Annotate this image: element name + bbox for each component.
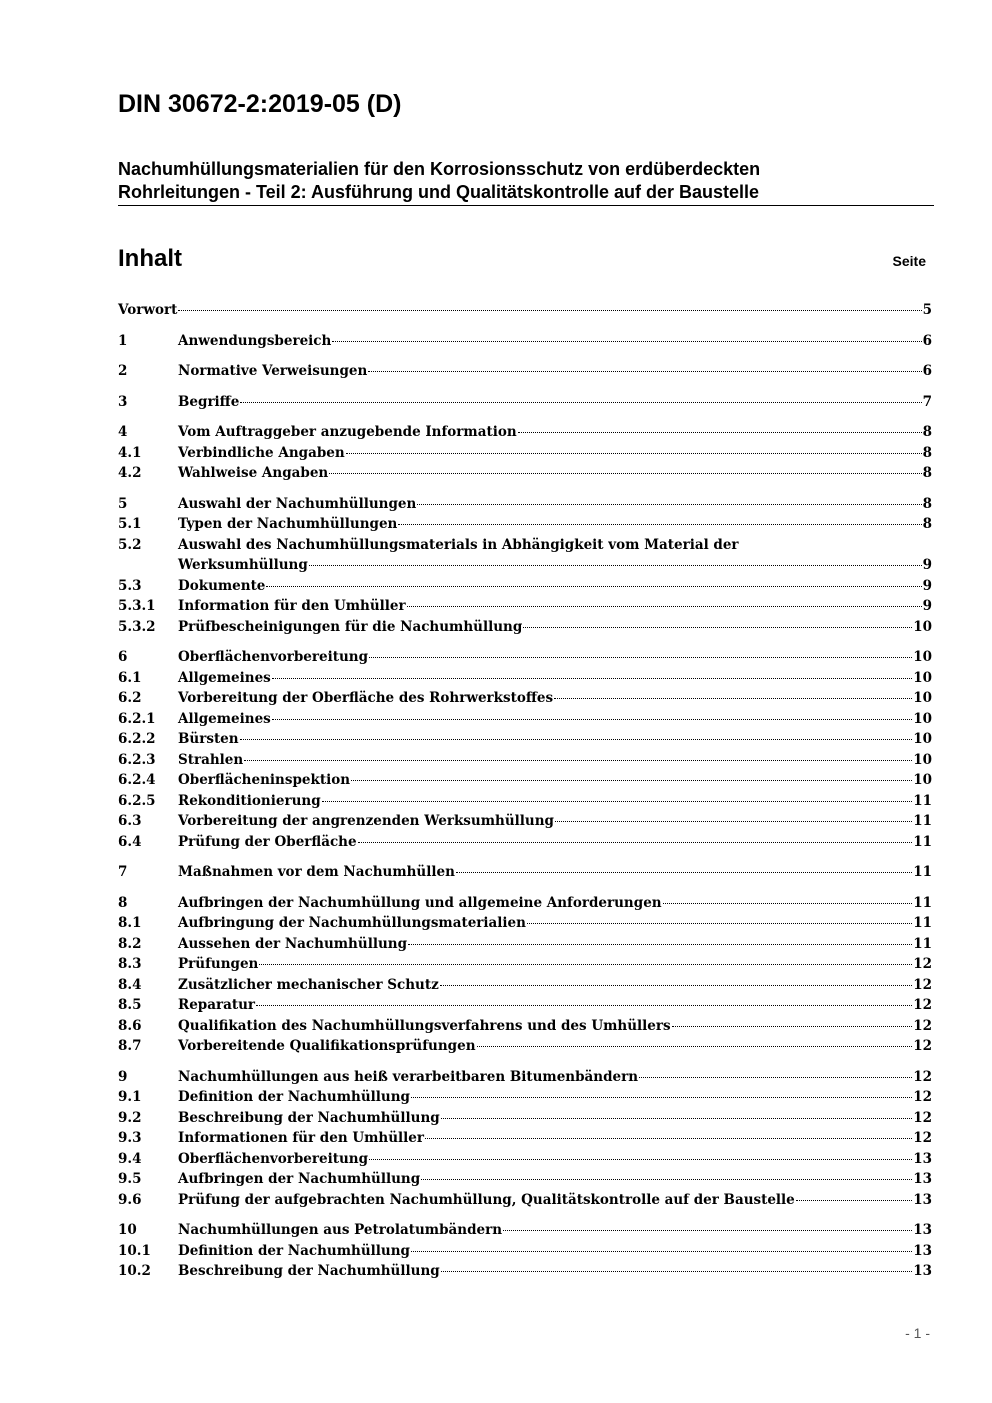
toc-entry[interactable] [118, 729, 932, 750]
toc-group [118, 361, 932, 382]
dot-leader [240, 739, 913, 740]
toc-entry-number: 6.2.1 [118, 710, 156, 727]
toc-entry[interactable] [118, 647, 932, 668]
toc-entry-number: 9.6 [118, 1191, 142, 1208]
dot-leader [369, 1159, 912, 1160]
toc-group [118, 1220, 932, 1282]
toc-entry-page: 11 [913, 864, 932, 880]
toc-entry-page: 13 [913, 1242, 932, 1259]
toc-entry[interactable] [118, 862, 932, 883]
toc-entry[interactable] [118, 300, 932, 321]
toc-entry-number: 1 [118, 332, 128, 349]
toc-group [118, 862, 932, 883]
toc-entry[interactable] [118, 1149, 932, 1170]
dot-leader [329, 473, 921, 474]
toc-entry-page: 11 [913, 935, 932, 952]
toc-entry-title: Aufbringen der Nachumhüllung und allgemeine Anforderungen [178, 894, 662, 911]
toc-entry-title: Aufbringen der Nachumhüllung [178, 1171, 421, 1187]
dot-leader [369, 657, 912, 658]
toc-entry-title: Rekonditionierung [178, 792, 321, 809]
toc-entry-page: 12 [913, 1130, 932, 1146]
toc-entry-title: Reparatur [178, 997, 256, 1013]
toc-entry-title: Wahlweise Angaben [178, 465, 329, 481]
toc-entry-title: Beschreibung der Nachumhüllung [178, 1263, 440, 1279]
toc-entry[interactable] [118, 934, 932, 955]
toc-entry-page: 10 [913, 751, 932, 768]
toc-entry[interactable] [118, 913, 932, 934]
dot-leader [523, 627, 912, 628]
toc-entry-number: 9.5 [118, 1171, 142, 1187]
toc-entry[interactable] [118, 975, 932, 996]
toc-entry-title: Prüfungen [178, 956, 259, 972]
toc-entry-page: 11 [913, 833, 932, 850]
toc-entry[interactable] [118, 596, 932, 617]
toc-entry-title: Begriffe [178, 393, 240, 410]
toc-entry-number: 9.4 [118, 1150, 142, 1167]
toc-entry-page: 8 [922, 424, 932, 440]
toc-entry-page: 9 [922, 557, 932, 573]
toc-entry-title: Qualifikation des Nachumhüllungsverfahrens und des Umhüllers [178, 1017, 671, 1034]
dot-leader [411, 1251, 912, 1252]
toc-entry-page: 13 [913, 1222, 932, 1238]
toc-entry[interactable] [118, 392, 932, 413]
toc-entry-number: 3 [118, 393, 128, 410]
toc-entry[interactable] [118, 494, 932, 515]
toc-group [118, 300, 932, 321]
toc-entry-number: 6.1 [118, 669, 142, 686]
toc-entry-title: Maßnahmen vor dem Nachumhüllen [178, 864, 455, 880]
toc-entry-page: 12 [913, 1017, 932, 1034]
toc-entry-number: 9.2 [118, 1109, 142, 1126]
dot-leader [411, 1097, 912, 1098]
toc-entry[interactable] [118, 1036, 932, 1057]
toc-entry-page: 10 [913, 772, 932, 788]
toc-entry-page: 8 [922, 495, 932, 512]
toc-entry[interactable] [118, 709, 932, 730]
toc-entry-title: Oberflächeninspektion [178, 772, 351, 788]
toc-entry[interactable] [118, 893, 932, 914]
toc-entry[interactable] [118, 791, 932, 812]
toc-entry-title: Prüfung der Oberfläche [178, 833, 357, 850]
toc-entry[interactable] [118, 832, 932, 853]
toc-group [118, 331, 932, 352]
dot-leader [398, 524, 921, 525]
toc-entry-title: Vorbereitende Qualifikationsprüfungen [178, 1038, 476, 1054]
toc-entry-page: 13 [913, 1150, 932, 1167]
dot-leader [256, 1005, 912, 1006]
toc-entry-number: 10.1 [118, 1242, 151, 1259]
toc-entry-number: 8.6 [118, 1017, 142, 1034]
toc-entry-page: 8 [922, 516, 932, 532]
toc-entry-page: 10 [913, 669, 932, 686]
toc-entry[interactable] [118, 668, 932, 689]
toc-entry-title: Oberflächenvorbereitung [178, 649, 369, 665]
toc-entry-title: Vom Auftraggeber anzugebende Information [178, 424, 517, 440]
toc-entry-title: Auswahl des Nachumhüllungsmaterials in Abhängigkeit vom Material der [178, 536, 739, 553]
toc-entry-number: 5.3.1 [118, 598, 156, 614]
toc-entry-number: 8.1 [118, 915, 142, 931]
toc-entry[interactable] [118, 576, 932, 597]
dot-leader [417, 504, 921, 505]
toc-entry-number: 5.3 [118, 577, 142, 594]
toc-entry-page: 10 [913, 649, 932, 665]
dot-leader [240, 402, 921, 403]
dot-leader [358, 842, 913, 843]
toc-entry-number: 5.2 [118, 536, 142, 553]
toc-entry-number: 10 [118, 1222, 137, 1238]
toc-entry-title: Prüfbescheinigungen für die Nachumhüllung [178, 618, 523, 635]
toc-entry[interactable] [118, 535, 932, 576]
toc-entry-title: Werksumhüllung [178, 557, 308, 573]
toc-entry-title: Nachumhüllungen aus heiß verarbeitbaren Bitumenbändern [178, 1068, 639, 1085]
toc-entry-number: 9.3 [118, 1130, 142, 1146]
toc-entry-title: Zusätzlicher mechanischer Schutz [178, 976, 439, 993]
toc-entry[interactable] [118, 1108, 932, 1129]
toc-group [118, 647, 932, 852]
toc-entry-number: 8.4 [118, 976, 142, 993]
dot-leader [441, 1118, 913, 1119]
toc-group [118, 422, 932, 484]
dot-leader [351, 780, 912, 781]
toc-entry-title: Aussehen der Nachumhüllung [178, 935, 408, 952]
toc-entry-number: 8.3 [118, 956, 142, 972]
toc-entry[interactable] [118, 750, 932, 771]
toc-entry[interactable] [118, 1016, 932, 1037]
toc-entry-number: 6.2.3 [118, 751, 156, 768]
dot-leader [272, 719, 912, 720]
toc-entry-title: Typen der Nachumhüllungen [178, 516, 398, 532]
toc-entry-title: Vorwort [118, 302, 178, 318]
toc-entry-number: 6.2.2 [118, 731, 156, 747]
dot-leader [477, 1046, 913, 1047]
subtitle-line-2: Rohrleitungen - Teil 2: Ausführung und Qualitätskontrolle auf der Baustelle [118, 182, 760, 202]
toc-entry-number: 6.2.5 [118, 792, 156, 809]
toc-entry-page: 12 [913, 1109, 932, 1126]
toc-entry-title: Dokumente [178, 577, 266, 594]
toc-entry[interactable] [118, 1190, 932, 1211]
toc-entry-title: Aufbringung der Nachumhüllungsmaterialien [178, 915, 526, 931]
dot-leader [322, 801, 913, 802]
toc-entry-number: 9 [118, 1068, 128, 1085]
dot-leader [663, 903, 913, 904]
toc-entry-number: 8.7 [118, 1038, 142, 1054]
dot-leader [555, 821, 912, 822]
dot-leader [554, 698, 912, 699]
toc-entry-page: 7 [922, 393, 932, 410]
toc-entry[interactable] [118, 1169, 932, 1190]
dot-leader [440, 985, 912, 986]
toc-entry-page: 11 [913, 813, 932, 829]
toc-entry-page: 13 [913, 1171, 932, 1187]
toc-entry[interactable] [118, 361, 932, 382]
toc-entry-title: Auswahl der Nachumhüllungen [178, 495, 417, 512]
toc-entry-page: 10 [913, 731, 932, 747]
toc-entry-title: Nachumhüllungen aus Petrolatumbändern [178, 1222, 503, 1238]
dot-leader [309, 565, 922, 566]
toc-entry-number: 6.2 [118, 690, 142, 706]
toc-entry[interactable] [118, 770, 932, 791]
dot-leader [346, 453, 922, 454]
toc-entry-title: Prüfung der aufgebrachten Nachumhüllung, Qualitätskontrolle auf der Baustelle [178, 1191, 795, 1208]
dot-leader [266, 586, 921, 587]
subtitle-line-1: Nachumhüllungsmaterialien für den Korrosionsschutz von erdüberdeckten [118, 159, 761, 179]
toc-entry-number: 10.2 [118, 1263, 151, 1279]
toc-entry-page: 12 [913, 956, 932, 972]
toc-entry-title: Allgemeines [178, 710, 271, 727]
toc-entry-number: 4.2 [118, 465, 142, 481]
toc-entry-page: 13 [913, 1191, 932, 1208]
toc-entry-title: Vorbereitung der angrenzenden Werksumhüllung [178, 813, 554, 829]
toc-entry-title: Vorbereitung der Oberfläche des Rohrwerkstoffes [178, 690, 554, 706]
toc-entry-page: 9 [922, 598, 932, 614]
toc-entry-title: Anwendungsbereich [178, 332, 332, 349]
toc-entry[interactable] [118, 514, 932, 535]
dot-leader [244, 760, 912, 761]
toc-entry-page: 6 [922, 332, 932, 349]
toc-entry-number: 8.2 [118, 935, 142, 952]
toc-entry[interactable] [118, 422, 932, 443]
toc-entry-page: 12 [913, 1038, 932, 1054]
toc-entry-page: 10 [913, 618, 932, 635]
toc-entry[interactable] [118, 617, 932, 638]
toc-entry-title: Oberflächenvorbereitung [178, 1150, 369, 1167]
toc-entry[interactable] [118, 1220, 932, 1241]
title-divider [118, 205, 934, 206]
toc-group [118, 494, 932, 638]
dot-leader [259, 964, 912, 965]
dot-leader [672, 1026, 913, 1027]
toc-entry-title: Strahlen [178, 751, 244, 768]
toc-entry-page: 13 [913, 1263, 932, 1279]
toc-entry-page: 12 [913, 976, 932, 993]
toc-entry-number: 6.3 [118, 813, 142, 829]
toc-entry-number: 5.3.2 [118, 618, 156, 635]
toc-entry-title: Bürsten [178, 731, 239, 747]
page-number: - 1 - [905, 1325, 930, 1341]
page-column-label: Seite [892, 253, 926, 269]
toc-entry-number: 8.5 [118, 997, 142, 1013]
dot-leader [368, 371, 921, 372]
toc-entry[interactable] [118, 331, 932, 352]
toc-entry-page: 11 [913, 894, 932, 911]
dot-leader [272, 678, 912, 679]
toc-entry-title: Definition der Nachumhüllung [178, 1242, 410, 1259]
toc-entry-title: Information für den Umhüller [178, 598, 406, 614]
dot-leader [178, 310, 921, 311]
toc-entry-page: 8 [922, 465, 932, 481]
dot-leader [503, 1230, 912, 1231]
toc-entry[interactable] [118, 1241, 932, 1262]
toc-entry-title: Allgemeines [178, 669, 271, 686]
toc-entry-number: 6 [118, 649, 128, 665]
toc-entry-number: 8 [118, 894, 128, 911]
toc-entry-page: 10 [913, 690, 932, 706]
dot-leader [408, 944, 912, 945]
toc-entry-number: 2 [118, 363, 128, 379]
toc-entry-title: Verbindliche Angaben [178, 444, 345, 461]
toc-entry-page: 12 [913, 1068, 932, 1085]
toc-group [118, 392, 932, 413]
dot-leader [407, 606, 922, 607]
toc-entry-title: Definition der Nachumhüllung [178, 1089, 410, 1105]
toc-entry-number: 6.4 [118, 833, 142, 850]
toc-entry[interactable] [118, 1128, 932, 1149]
toc-entry-number: 9.1 [118, 1089, 142, 1105]
toc-entry[interactable] [118, 688, 932, 709]
toc-entry[interactable] [118, 443, 932, 464]
toc-entry-page: 9 [922, 577, 932, 594]
toc-entry-page: 11 [913, 792, 932, 809]
document-subtitle [118, 158, 934, 204]
dot-leader [421, 1179, 912, 1180]
toc-entry-page: 5 [922, 302, 932, 318]
dot-leader [796, 1200, 912, 1201]
toc-entry-title: Beschreibung der Nachumhüllung [178, 1109, 440, 1126]
toc-entry-page: 12 [913, 997, 932, 1013]
toc-entry[interactable] [118, 463, 932, 484]
toc-entry-page: 8 [922, 444, 932, 461]
toc-entry-number: 5 [118, 495, 128, 512]
dot-leader [639, 1077, 912, 1078]
toc-entry-page: 6 [922, 363, 932, 379]
dot-leader [527, 923, 912, 924]
toc-entry[interactable] [118, 1087, 932, 1108]
toc-entry-number: 4.1 [118, 444, 142, 461]
toc-group [118, 893, 932, 1057]
toc-entry-number: 6.2.4 [118, 772, 156, 788]
toc-entry[interactable] [118, 811, 932, 832]
toc-entry-page: 11 [913, 915, 932, 931]
dot-leader [518, 432, 922, 433]
toc-entry[interactable] [118, 954, 932, 975]
toc-entry-number: 7 [118, 864, 128, 880]
toc-group [118, 1067, 932, 1211]
toc-entry-page: 10 [913, 710, 932, 727]
toc-entry[interactable] [118, 995, 932, 1016]
toc-entry-title: Informationen für den Umhüller [178, 1130, 424, 1146]
dot-leader [425, 1138, 912, 1139]
dot-leader [332, 341, 921, 342]
dot-leader [441, 1271, 913, 1272]
document-title: DIN 30672-2:2019-05 (D) [118, 90, 402, 118]
toc-entry-number: 5.1 [118, 516, 142, 532]
toc-heading: Inhalt [118, 245, 182, 272]
toc-entry-title: Normative Verweisungen [178, 363, 368, 379]
toc-entry[interactable] [118, 1067, 932, 1088]
toc-entry-number: 4 [118, 424, 128, 440]
dot-leader [456, 872, 912, 873]
toc-entry[interactable] [118, 1261, 932, 1282]
toc-entry-page: 12 [913, 1089, 932, 1105]
table-of-contents [118, 300, 932, 1292]
